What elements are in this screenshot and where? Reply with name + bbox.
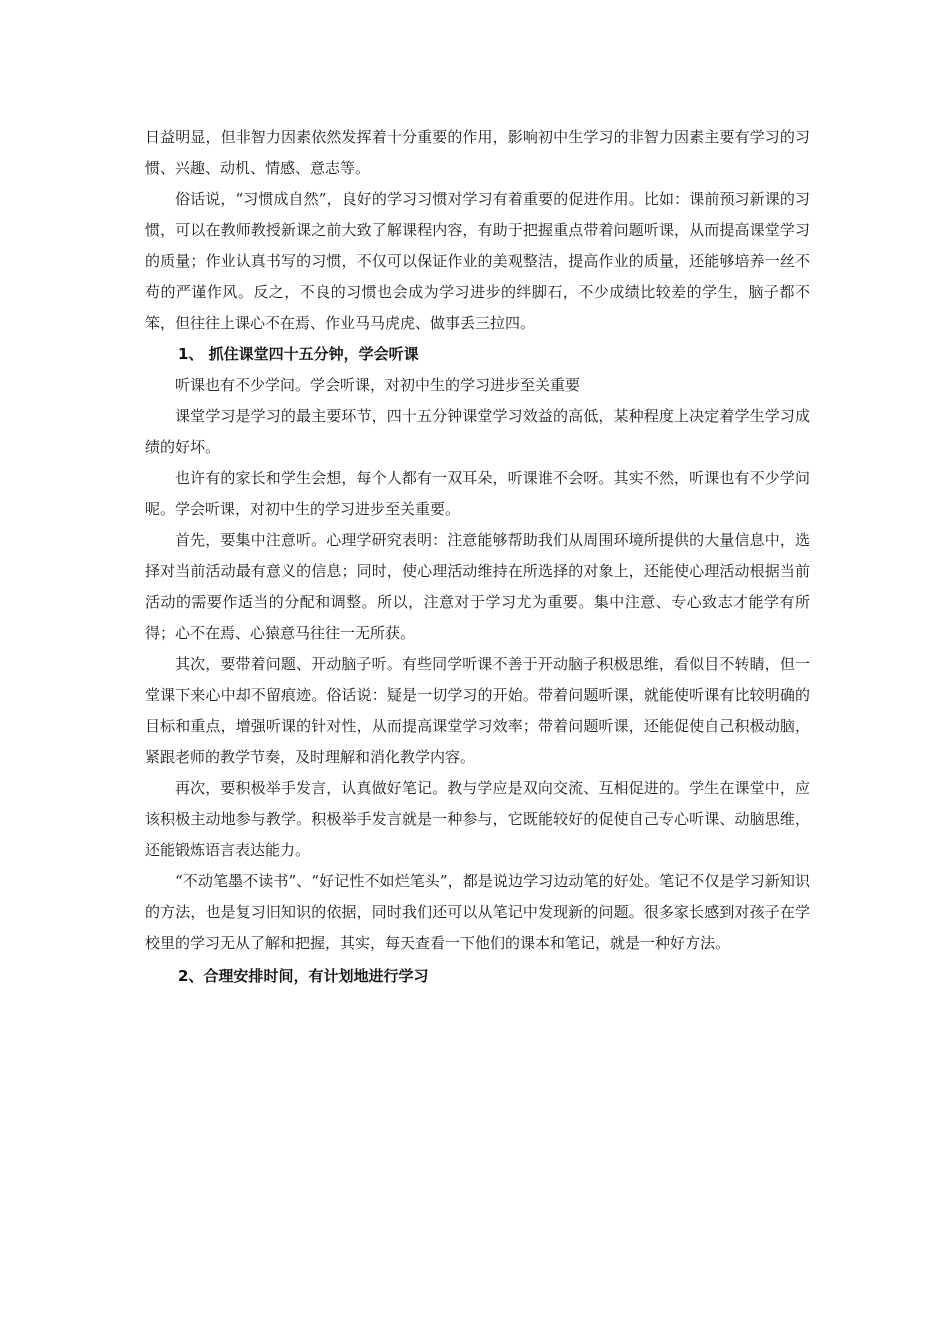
section-heading-2: 2、合理安排时间，有计划地进行学习: [178, 967, 429, 985]
document-page: [145, 122, 810, 992]
paragraph-classroom-learning: 课堂学习是学习的最主要环节，四十五分钟课堂学习效益的高低，某种程度上决定着学生学习成绩的好坏。: [145, 407, 810, 456]
paragraph-intro-continued: 日益明显，但非智力因素依然发挥着十分重要的作用，影响初中生学习的非智力因素主要有学习的习惯、兴趣、动机、情感、意志等。: [145, 128, 810, 177]
paragraph-habits: 俗话说，“习惯成自然”，良好的学习习惯对学习有着重要的促进作用。比如：课前预习新课的习惯，可以在教师教授新课之前大致了解课程内容，有助于把握重点带着问题听课，从而提高课堂学习的质量；作业认真书写的习惯，不仅可以保证作业的美观整洁，提高作业的质量，还能够培养一丝不苟的严谨作风。反之，不良的习惯也会成为学习进步的绊脚石，不少成绩比较差的学生，脑子都不笨，但往往上课心不在焉、作业马马虎虎、做事丢三拉四。: [145, 190, 810, 332]
paragraph-first-attention: 首先，要集中注意听。心理学研究表明：注意能够帮助我们从周围环境所提供的大量信息中，选择对当前活动最有意义的信息；同时，使心理活动维持在所选择的对象上，还能使心理活动根据当前活动的需要作适当的分配和调整。所以，注意对于学习尤为重要。集中注意、专心致志才能学有所得；心不在焉、心猿意马往往一无所获。: [145, 531, 810, 642]
section-heading-1: 1、 抓住课堂四十五分钟，学会听课: [178, 345, 419, 363]
paragraph-listening-summary: 听课也有不少学问。学会听课，对初中生的学习进步至关重要: [175, 376, 581, 394]
paragraph-third-participation: 再次，要积极举手发言，认真做好笔记。教与学应是双向交流、互相促进的。学生在课堂中，应该积极主动地参与教学。积极举手发言就是一种参与，它既能较好的促使自己专心听课、动脑思维，还能锻炼语言表达能力。: [145, 779, 810, 859]
paragraph-second-questions: 其次，要带着问题、开动脑子听。有些同学听课不善于开动脑子积极思维，看似目不转睛，但一堂课下来心中却不留痕迹。俗话说：疑是一切学习的开始。带着问题听课，就能使听课有比较明确的目标和重点，增强听课的针对性，从而提高课堂学习效率；带着问题听课，还能促使自己积极动脑，紧跟老师的教学节奏，及时理解和消化教学内容。: [145, 655, 810, 766]
paragraph-note-taking: “不动笔墨不读书”、“好记性不如烂笔头”，都是说边学习边动笔的好处。笔记不仅是学习新知识的方法，也是复习旧知识的依据，同时我们还可以从笔记中发现新的问题。很多家长感到对孩子在学校里的学习无从了解和把握，其实，每天查看一下他们的课本和笔记，就是一种好方法。: [145, 872, 810, 952]
paragraph-listening-skill: 也许有的家长和学生会想，每个人都有一双耳朵，听课谁不会呀。其实不然，听课也有不少学问呢。学会听课，对初中生的学习进步至关重要。: [145, 469, 810, 518]
